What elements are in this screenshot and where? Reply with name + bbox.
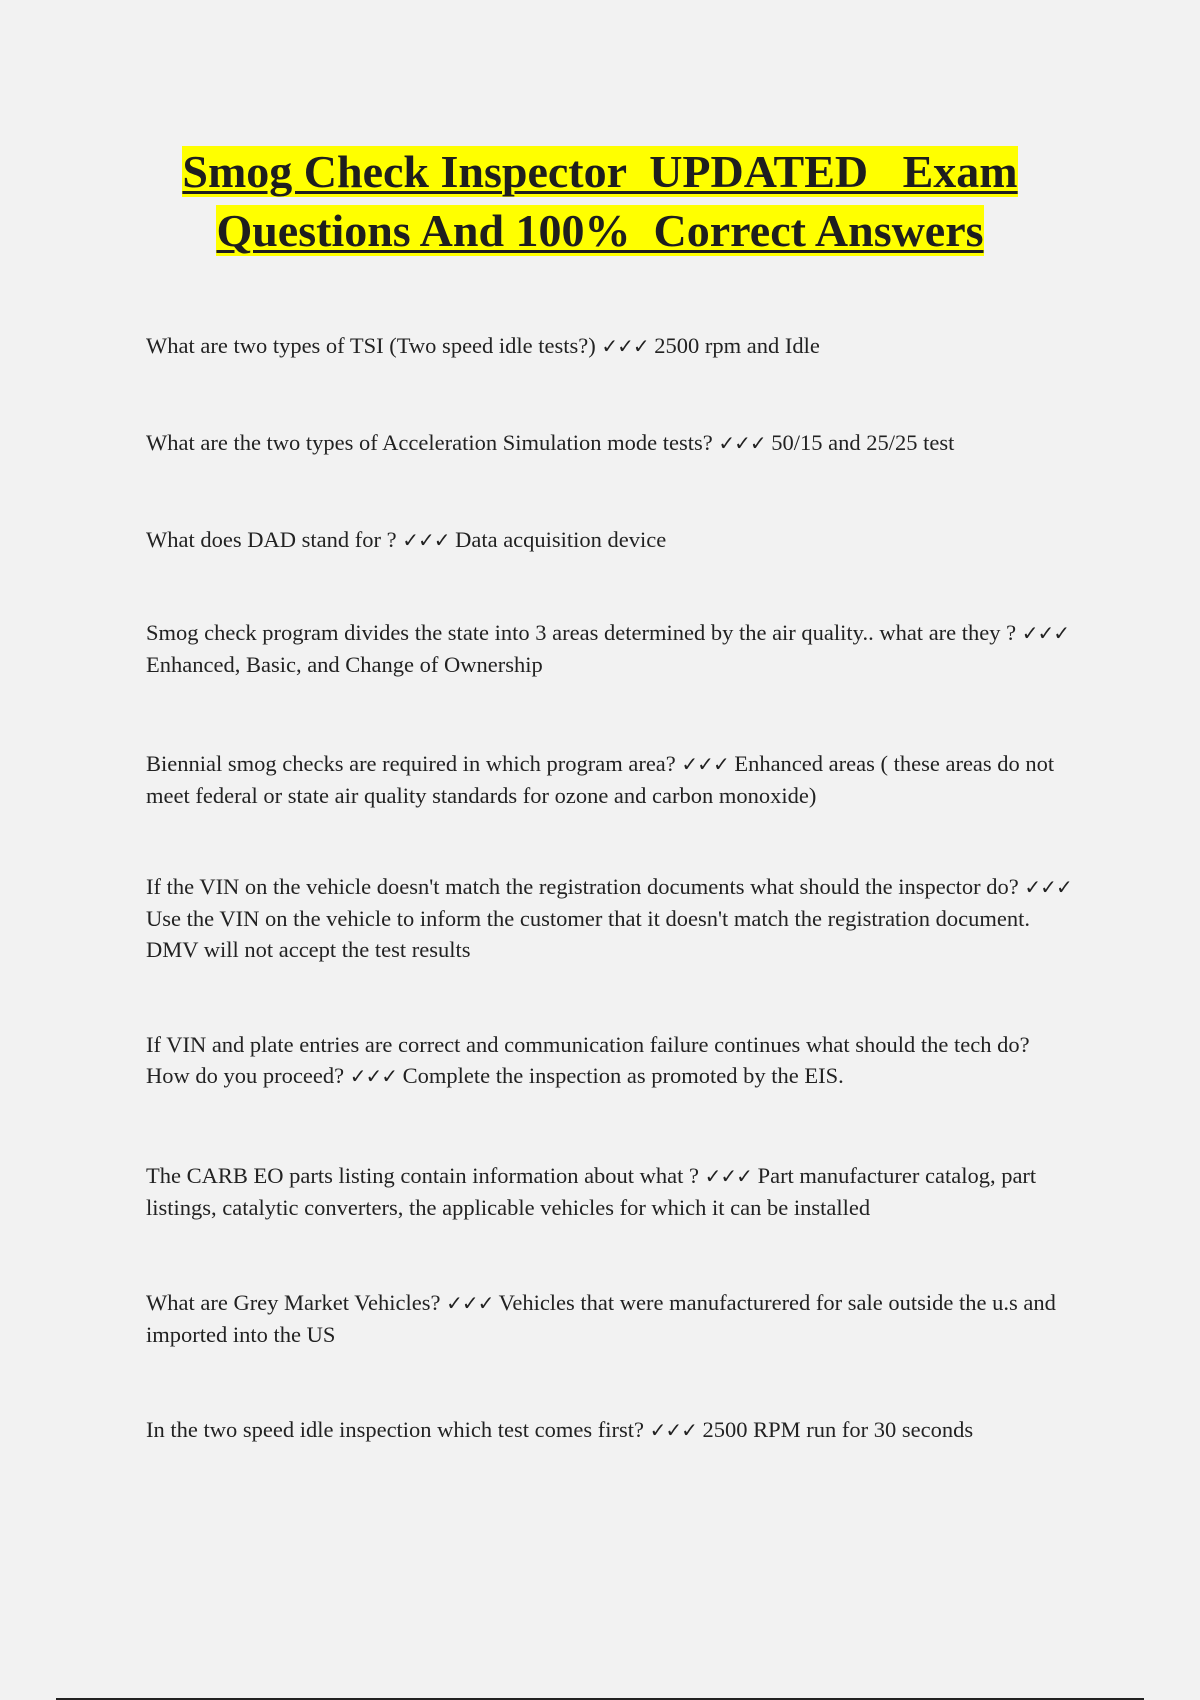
question-text: In the two speed idle inspection which test comes first? [146, 1417, 644, 1442]
qa-item [146, 524, 1076, 556]
answer-text: Data acquisition device [455, 527, 667, 552]
answer-text: 2500 RPM run for 30 seconds [702, 1417, 974, 1442]
checkmark-icon: ✓✓✓ [718, 431, 766, 455]
answer-text: 2500 rpm and Idle [654, 333, 820, 358]
qa-item [146, 1160, 1076, 1223]
question-text: If VIN and plate entries are correct and communication failure continues what should the tech do? How do you proceed? [146, 1032, 1030, 1088]
answer-text: Part manufacturer catalog, part listings, catalytic converters, the applicable vehicles for which it can be installed [146, 1163, 1037, 1220]
answer-text: Complete the inspection as promoted by the EIS. [402, 1063, 844, 1088]
qa-item [146, 617, 1076, 680]
answer-text: 50/15 and 25/25 test [771, 430, 955, 455]
title-line-2: Questions And 100% Correct Answers [216, 205, 984, 256]
question-text: Biennial smog checks are required in which program area? [146, 751, 676, 776]
question-text: What are Grey Market Vehicles? [146, 1290, 441, 1315]
checkmark-icon: ✓✓✓ [704, 1164, 752, 1188]
checkmark-icon: ✓✓✓ [1024, 875, 1072, 899]
qa-item [146, 1414, 1076, 1446]
qa-item [146, 427, 1076, 459]
checkmark-icon: ✓✓✓ [446, 1291, 494, 1315]
question-text: The CARB EO parts listing contain information about what ? [146, 1163, 700, 1188]
question-text: What does DAD stand for ? [146, 527, 397, 552]
answer-text: Enhanced, Basic, and Change of Ownership [146, 652, 543, 677]
question-text: If the VIN on the vehicle doesn't match the registration documents what should the inspector do? [146, 874, 1019, 899]
checkmark-icon: ✓✓✓ [649, 1418, 697, 1442]
checkmark-icon: ✓✓✓ [402, 528, 450, 552]
checkmark-icon: ✓✓✓ [601, 334, 649, 358]
qa-item [146, 1287, 1076, 1350]
question-text: What are the two types of Acceleration Simulation mode tests? [146, 430, 713, 455]
checkmark-icon: ✓✓✓ [1021, 621, 1070, 645]
qa-item [146, 748, 1076, 811]
document-title [0, 142, 1200, 260]
answer-text: Enhanced areas ( these areas do not meet federal or state air quality standards for ozone and carbon monoxide) [146, 751, 1055, 808]
answer-text: Vehicles that were manufacturered for sale outside the u.s and imported into the US [146, 1290, 1056, 1347]
checkmark-icon: ✓✓✓ [681, 752, 729, 776]
answer-text: Use the VIN on the vehicle to inform the customer that it doesn't match the registration document. DMV will not accept the test results [146, 906, 1031, 962]
qa-item [146, 1029, 1076, 1092]
title-line-1: Smog Check Inspector UPDATED Exam [182, 146, 1018, 197]
question-text: What are two types of TSI (Two speed idle tests?) [146, 333, 596, 358]
qa-item [146, 330, 1076, 362]
qa-item [146, 871, 1076, 965]
question-text: Smog check program divides the state into 3 areas determined by the air quality.. what are they ? [146, 620, 1017, 645]
checkmark-icon: ✓✓✓ [349, 1064, 397, 1088]
